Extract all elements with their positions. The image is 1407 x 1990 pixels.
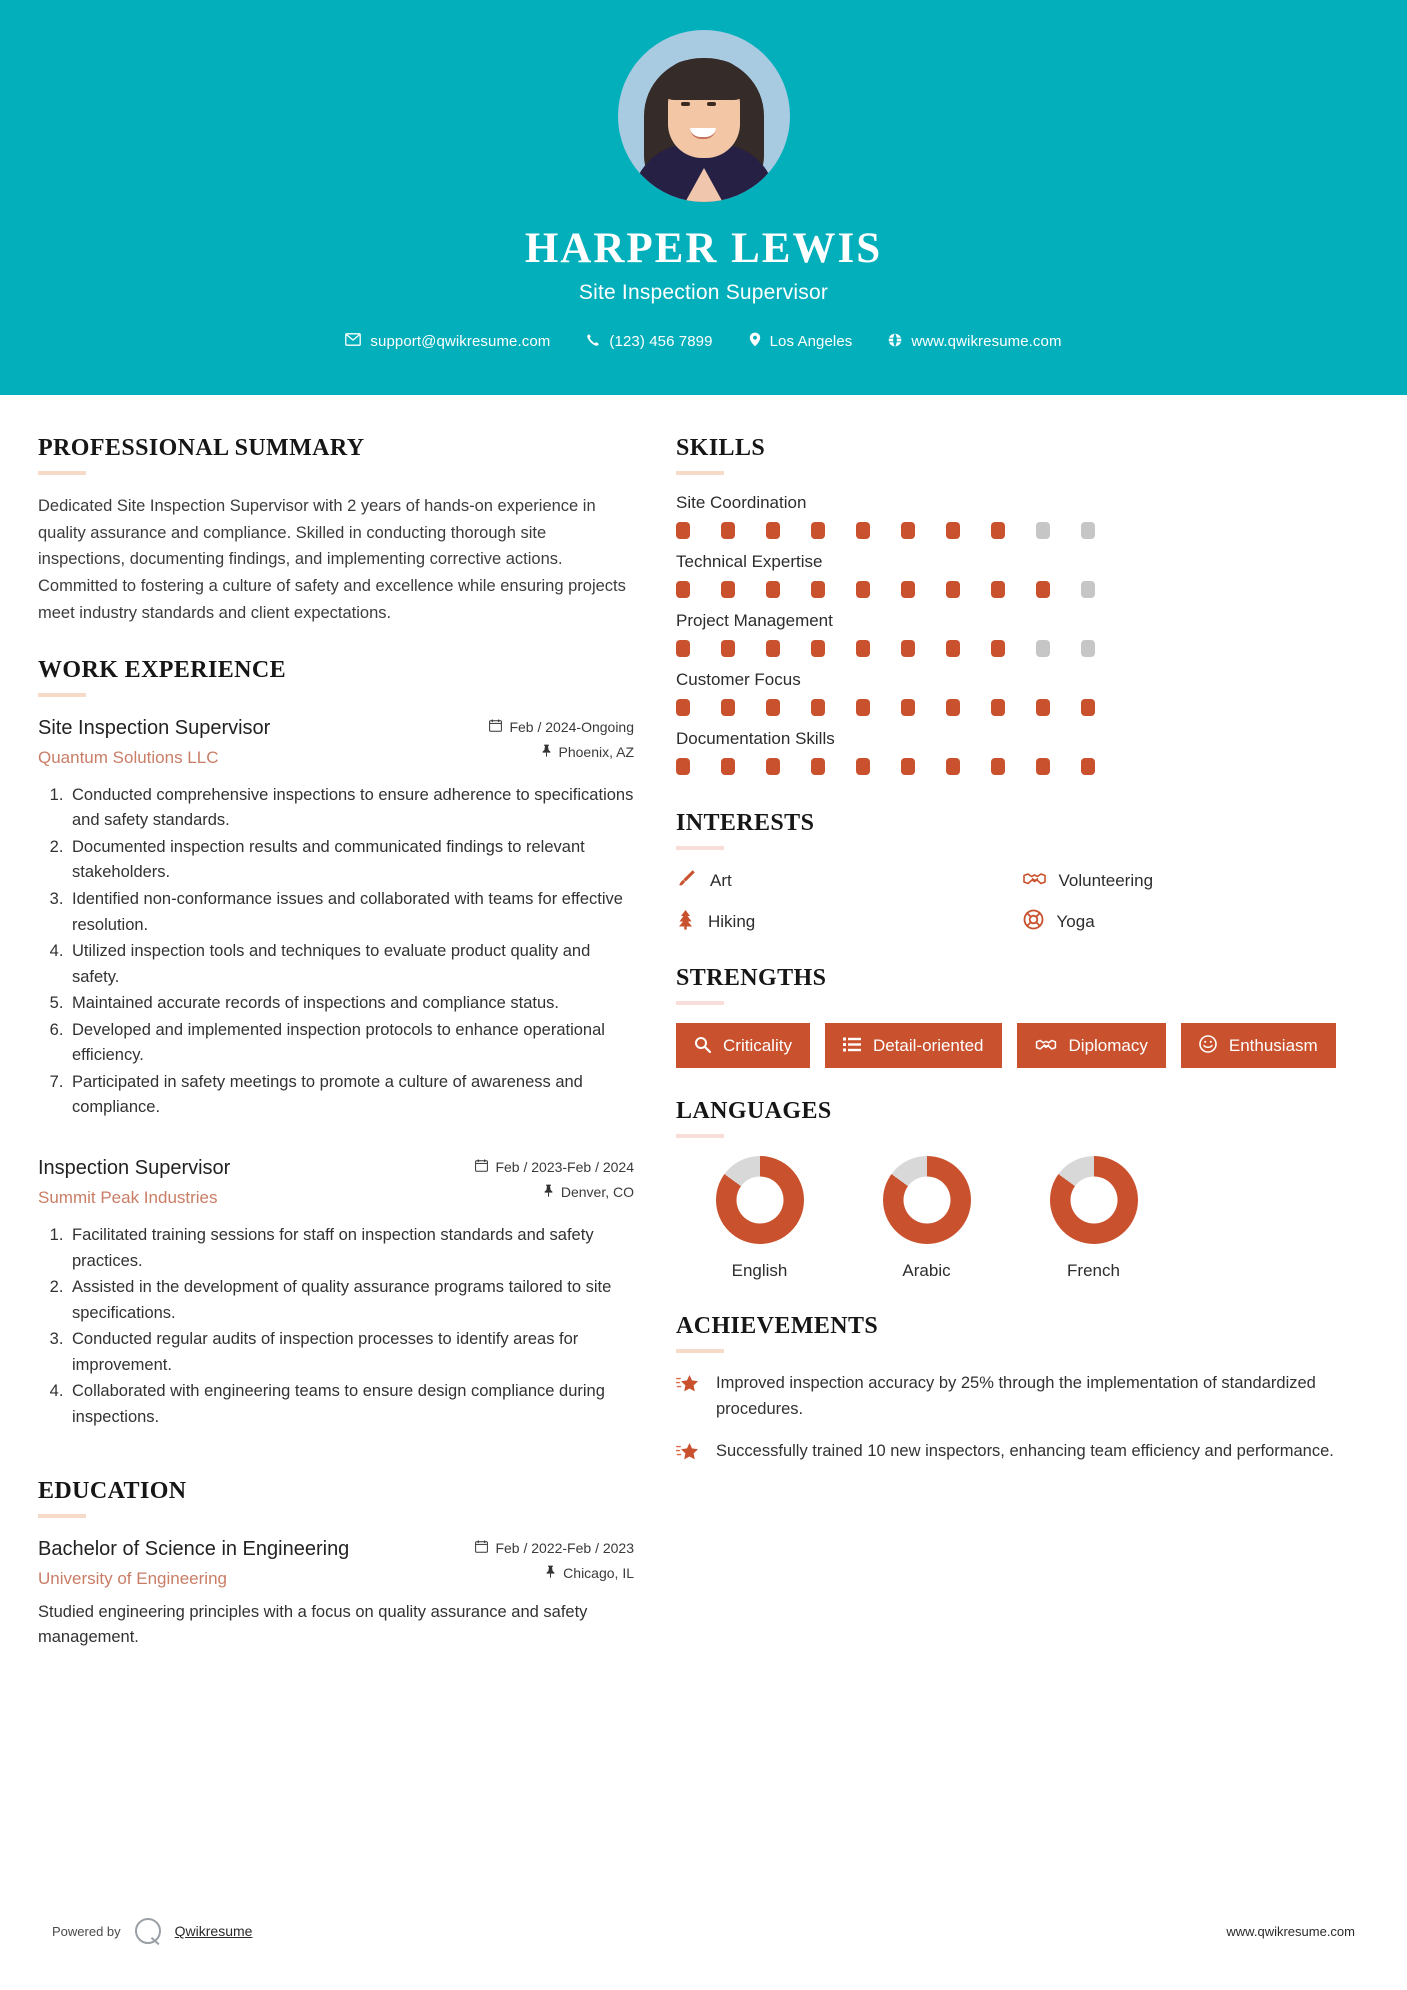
work-company: Summit Peak Industries bbox=[38, 1188, 218, 1207]
skill-pip-empty bbox=[1036, 640, 1050, 657]
list-icon bbox=[843, 1037, 861, 1055]
work-entry-header bbox=[38, 1155, 634, 1209]
education-location-text: Chicago, IL bbox=[563, 1564, 634, 1581]
section-rule bbox=[38, 1514, 86, 1518]
work-dates bbox=[489, 719, 634, 735]
interest-label: Hiking bbox=[708, 912, 756, 931]
achievement-item bbox=[676, 1439, 1369, 1469]
phone-icon bbox=[586, 333, 600, 351]
work-entry bbox=[38, 1155, 634, 1431]
skill-pip-filled bbox=[991, 581, 1005, 598]
list-item: 5. Maintained accurate records of inspections and compliance status. bbox=[68, 991, 634, 1017]
language-donut bbox=[1050, 1156, 1138, 1244]
section-heading: LANGUAGES bbox=[676, 1098, 832, 1124]
qwikresume-logo-icon bbox=[135, 1918, 161, 1944]
work-location-text: Denver, CO bbox=[560, 1184, 634, 1200]
achievement-item bbox=[676, 1371, 1369, 1422]
skill-row bbox=[676, 611, 1369, 657]
language-item bbox=[843, 1156, 1010, 1281]
list-item: 6. Developed and implemented inspection protocols to enhance operational efficiency. bbox=[68, 1018, 634, 1069]
strength-label: Enthusiasm bbox=[1228, 1036, 1318, 1055]
work-entry-header bbox=[38, 715, 634, 769]
paintbrush-icon bbox=[676, 868, 697, 894]
section-interests bbox=[676, 810, 1369, 935]
strength-chip-enthusiasm[interactable] bbox=[1181, 1023, 1336, 1068]
section-heading: STRENGTHS bbox=[676, 965, 827, 991]
skill-pip-filled bbox=[1081, 758, 1095, 775]
skill-rating bbox=[676, 758, 1369, 775]
skill-pip-filled bbox=[811, 758, 825, 775]
language-label: English bbox=[731, 1261, 788, 1280]
contact-bar bbox=[327, 332, 1079, 351]
section-heading: ACHIEVEMENTS bbox=[676, 1313, 879, 1339]
skill-pip-filled bbox=[766, 699, 780, 716]
list-item: 1. Conducted comprehensive inspections to ensure adherence to specifications and safety standards. bbox=[68, 783, 634, 834]
magnifier-icon bbox=[694, 1036, 711, 1056]
skill-label: Project Management bbox=[676, 611, 833, 630]
strength-chip-detail-oriented[interactable] bbox=[825, 1023, 1002, 1068]
skill-row bbox=[676, 552, 1369, 598]
education-location bbox=[475, 1565, 634, 1581]
skill-pip-filled bbox=[991, 699, 1005, 716]
work-meta bbox=[475, 1155, 634, 1200]
skill-label: Documentation Skills bbox=[676, 729, 835, 748]
section-work-experience bbox=[38, 657, 634, 1431]
star-icon bbox=[676, 1439, 700, 1469]
section-heading: SKILLS bbox=[676, 435, 766, 461]
skill-pip-filled bbox=[991, 640, 1005, 657]
language-item bbox=[676, 1156, 843, 1281]
interest-item bbox=[676, 868, 1023, 894]
left-column bbox=[38, 435, 634, 1651]
pushpin-icon bbox=[543, 1184, 554, 1200]
skill-row bbox=[676, 729, 1369, 775]
section-professional-summary bbox=[38, 435, 634, 627]
interest-item bbox=[1023, 868, 1370, 894]
section-heading: WORK EXPERIENCE bbox=[38, 656, 287, 683]
skill-pip-filled bbox=[676, 581, 690, 598]
education-entry bbox=[38, 1536, 634, 1651]
work-role: Site Inspection Supervisor bbox=[38, 716, 271, 739]
interest-item bbox=[676, 909, 1023, 935]
section-rule bbox=[676, 1349, 724, 1353]
avatar-eye-left bbox=[681, 102, 690, 106]
section-education bbox=[38, 1478, 634, 1651]
skill-pip-filled bbox=[856, 581, 870, 598]
language-label: French bbox=[1067, 1261, 1120, 1280]
skill-pip-filled bbox=[901, 522, 915, 539]
education-dates-text: Feb / 2022-Feb / 2023 bbox=[495, 1539, 634, 1556]
skill-pip-empty bbox=[1036, 522, 1050, 539]
list-item: 4. Utilized inspection tools and techniques to evaluate product quality and safety. bbox=[68, 939, 634, 990]
strength-chip-diplomacy[interactable] bbox=[1017, 1023, 1166, 1068]
skill-pip-filled bbox=[991, 758, 1005, 775]
skill-pip-empty bbox=[1081, 640, 1095, 657]
spacer bbox=[676, 1281, 1369, 1313]
skill-pip-filled bbox=[721, 522, 735, 539]
skill-pip-filled bbox=[1036, 581, 1050, 598]
contact-location-text: Los Angeles bbox=[769, 333, 853, 350]
footer-branding bbox=[52, 1918, 252, 1944]
strength-label: Diplomacy bbox=[1068, 1036, 1148, 1055]
skill-pip-filled bbox=[991, 522, 1005, 539]
contact-phone[interactable] bbox=[568, 333, 730, 351]
language-donut bbox=[716, 1156, 804, 1244]
language-donut bbox=[883, 1156, 971, 1244]
lifebuoy-icon bbox=[1023, 909, 1044, 935]
work-dates-text: Feb / 2024-Ongoing bbox=[509, 718, 634, 735]
skill-pip-filled bbox=[856, 522, 870, 539]
spacer bbox=[676, 1068, 1369, 1098]
calendar-icon bbox=[489, 719, 502, 735]
work-dates bbox=[475, 1159, 634, 1175]
skill-rating bbox=[676, 699, 1369, 716]
skill-pip-filled bbox=[766, 581, 780, 598]
map-pin-icon bbox=[749, 332, 761, 351]
skill-row bbox=[676, 670, 1369, 716]
globe-icon bbox=[888, 333, 902, 351]
contact-email-text: support@qwikresume.com bbox=[370, 333, 551, 350]
skill-pip-filled bbox=[1036, 758, 1050, 775]
skill-pip-filled bbox=[946, 640, 960, 657]
skill-pip-filled bbox=[946, 522, 960, 539]
skill-pip-filled bbox=[901, 581, 915, 598]
skill-pip-filled bbox=[946, 758, 960, 775]
pushpin-icon bbox=[545, 1565, 556, 1581]
handshake-icon bbox=[1035, 1036, 1057, 1056]
spacer bbox=[38, 1432, 634, 1478]
skill-rating bbox=[676, 640, 1369, 657]
work-meta bbox=[489, 715, 634, 760]
work-bullets bbox=[38, 783, 634, 1121]
resume-header bbox=[0, 0, 1407, 395]
list-item: 2. Documented inspection results and communicated findings to relevant stakeholders. bbox=[68, 835, 634, 886]
skill-pip-filled bbox=[721, 758, 735, 775]
skill-pip-filled bbox=[856, 699, 870, 716]
list-item: 4. Collaborated with engineering teams to ensure design compliance during inspections. bbox=[68, 1379, 634, 1430]
work-entry bbox=[38, 715, 634, 1121]
skill-pip-filled bbox=[811, 581, 825, 598]
section-rule bbox=[676, 471, 724, 475]
right-column bbox=[676, 435, 1369, 1651]
contact-website-text: www.qwikresume.com bbox=[911, 333, 1062, 350]
contact-phone-text: (123) 456 7899 bbox=[609, 333, 713, 350]
list-item: 3. Identified non-conformance issues and collaborated with teams for effective resolution. bbox=[68, 887, 634, 938]
page-footer bbox=[0, 1918, 1407, 1944]
skill-pip-empty bbox=[1081, 522, 1095, 539]
skill-rating bbox=[676, 581, 1369, 598]
education-meta bbox=[475, 1536, 634, 1581]
section-rule bbox=[676, 1134, 724, 1138]
footer-website: www.qwikresume.com bbox=[1226, 1923, 1355, 1939]
interest-label: Yoga bbox=[1056, 912, 1095, 931]
calendar-icon bbox=[475, 1159, 488, 1175]
interest-label: Volunteering bbox=[1058, 871, 1154, 890]
spacer bbox=[676, 935, 1369, 965]
skill-label: Technical Expertise bbox=[676, 552, 823, 571]
skill-pip-filled bbox=[676, 699, 690, 716]
resume-body bbox=[0, 395, 1407, 1651]
tree-icon bbox=[676, 909, 695, 935]
interests-grid bbox=[676, 868, 1369, 935]
language-item bbox=[1010, 1156, 1177, 1281]
work-dates-text: Feb / 2023-Feb / 2024 bbox=[495, 1159, 634, 1175]
list-item: 7. Participated in safety meetings to promote a culture of awareness and compliance. bbox=[68, 1070, 634, 1121]
education-description: Studied engineering principles with a focus on quality assurance and safety management. bbox=[38, 1602, 588, 1647]
skill-pip-filled bbox=[901, 758, 915, 775]
skill-rating bbox=[676, 522, 1369, 539]
qwikresume-brand-link[interactable]: Qwikresume bbox=[174, 1923, 253, 1939]
pushpin-icon bbox=[541, 744, 552, 760]
section-heading: EDUCATION bbox=[38, 1477, 187, 1504]
section-rule bbox=[38, 471, 86, 475]
spacer bbox=[38, 627, 634, 657]
contact-email[interactable] bbox=[327, 333, 568, 350]
strength-chip-criticality[interactable] bbox=[676, 1023, 810, 1068]
interest-label: Art bbox=[710, 871, 732, 890]
avatar-fringe bbox=[662, 60, 746, 100]
skill-pip-filled bbox=[766, 758, 780, 775]
skill-pip-filled bbox=[901, 699, 915, 716]
achievement-text: Improved inspection accuracy by 25% through the implementation of standardized procedures. bbox=[716, 1374, 1316, 1418]
section-rule bbox=[676, 846, 724, 850]
skill-pip-filled bbox=[766, 522, 780, 539]
list-item: 3. Conducted regular audits of inspection processes to identify areas for improvement. bbox=[68, 1327, 634, 1378]
skill-pip-filled bbox=[856, 640, 870, 657]
section-heading: PROFESSIONAL SUMMARY bbox=[38, 435, 365, 461]
skill-row bbox=[676, 493, 1369, 539]
education-degree: Bachelor of Science in Engineering bbox=[38, 1537, 350, 1560]
strength-label: Criticality bbox=[723, 1036, 792, 1055]
spacer bbox=[676, 788, 1369, 810]
work-company: Quantum Solutions LLC bbox=[38, 747, 219, 767]
section-languages bbox=[676, 1098, 1369, 1281]
language-label: Arabic bbox=[902, 1261, 951, 1280]
summary-text: Dedicated Site Inspection Supervisor with 2 years of hands-on experience in quality assurance and compliance. Skilled in conducting thorough site inspections, documenting findings, and implementing corrective actions. Committed to fostering a culture of safety and excellence while ensuring projects meet industry standards and client expectations. bbox=[38, 497, 626, 622]
work-bullets bbox=[38, 1223, 634, 1431]
interest-item bbox=[1023, 909, 1370, 935]
star-icon bbox=[676, 1371, 700, 1422]
skill-pip-filled bbox=[811, 522, 825, 539]
skill-pip-filled bbox=[856, 758, 870, 775]
skill-pip-filled bbox=[1036, 699, 1050, 716]
skill-pip-filled bbox=[946, 581, 960, 598]
skill-pip-filled bbox=[721, 640, 735, 657]
powered-by-label: Powered by bbox=[52, 1923, 121, 1939]
contact-location[interactable] bbox=[731, 332, 871, 351]
work-role: Inspection Supervisor bbox=[38, 1157, 231, 1179]
skill-pip-filled bbox=[901, 640, 915, 657]
section-rule bbox=[676, 1001, 724, 1005]
section-skills bbox=[676, 435, 1369, 775]
list-item: 2. Assisted in the development of quality assurance programs tailored to site specifications. bbox=[68, 1275, 634, 1326]
languages-list bbox=[676, 1156, 1369, 1281]
achievements-list bbox=[676, 1371, 1369, 1469]
education-entry-header bbox=[38, 1536, 634, 1590]
handshake-icon bbox=[1023, 869, 1046, 893]
section-rule bbox=[38, 693, 86, 697]
page-title: HARPER LEWIS bbox=[524, 225, 883, 272]
calendar-icon bbox=[475, 1540, 488, 1556]
skill-pip-filled bbox=[766, 640, 780, 657]
skill-pip-filled bbox=[721, 581, 735, 598]
section-strengths bbox=[676, 965, 1369, 1068]
skill-pip-filled bbox=[1081, 699, 1095, 716]
skill-pip-filled bbox=[676, 522, 690, 539]
skill-pip-filled bbox=[676, 640, 690, 657]
contact-website[interactable] bbox=[870, 333, 1079, 351]
envelope-icon bbox=[345, 333, 361, 350]
skill-pip-filled bbox=[946, 699, 960, 716]
achievement-text: Successfully trained 10 new inspectors, enhancing team efficiency and performance. bbox=[716, 1442, 1334, 1461]
skill-pip-filled bbox=[811, 640, 825, 657]
skill-label: Site Coordination bbox=[676, 493, 807, 512]
strength-label: Detail-oriented bbox=[872, 1036, 984, 1055]
strengths-list bbox=[676, 1023, 1369, 1068]
education-school: University of Engineering bbox=[38, 1568, 227, 1588]
section-heading: INTERESTS bbox=[676, 810, 815, 836]
smiley-icon bbox=[1199, 1035, 1217, 1056]
skill-pip-empty bbox=[1081, 581, 1095, 598]
job-title: Site Inspection Supervisor bbox=[578, 281, 829, 304]
work-location bbox=[489, 744, 634, 760]
education-dates bbox=[475, 1540, 634, 1556]
avatar-eye-right bbox=[707, 102, 716, 106]
avatar bbox=[618, 30, 790, 202]
skill-pip-filled bbox=[811, 699, 825, 716]
section-achievements bbox=[676, 1313, 1369, 1469]
skill-pip-filled bbox=[721, 699, 735, 716]
work-location bbox=[475, 1184, 634, 1200]
work-location-text: Phoenix, AZ bbox=[558, 743, 634, 760]
list-item: 1. Facilitated training sessions for staff on inspection standards and safety practices. bbox=[68, 1223, 634, 1274]
skill-pip-filled bbox=[676, 758, 690, 775]
skill-label: Customer Focus bbox=[676, 670, 801, 689]
